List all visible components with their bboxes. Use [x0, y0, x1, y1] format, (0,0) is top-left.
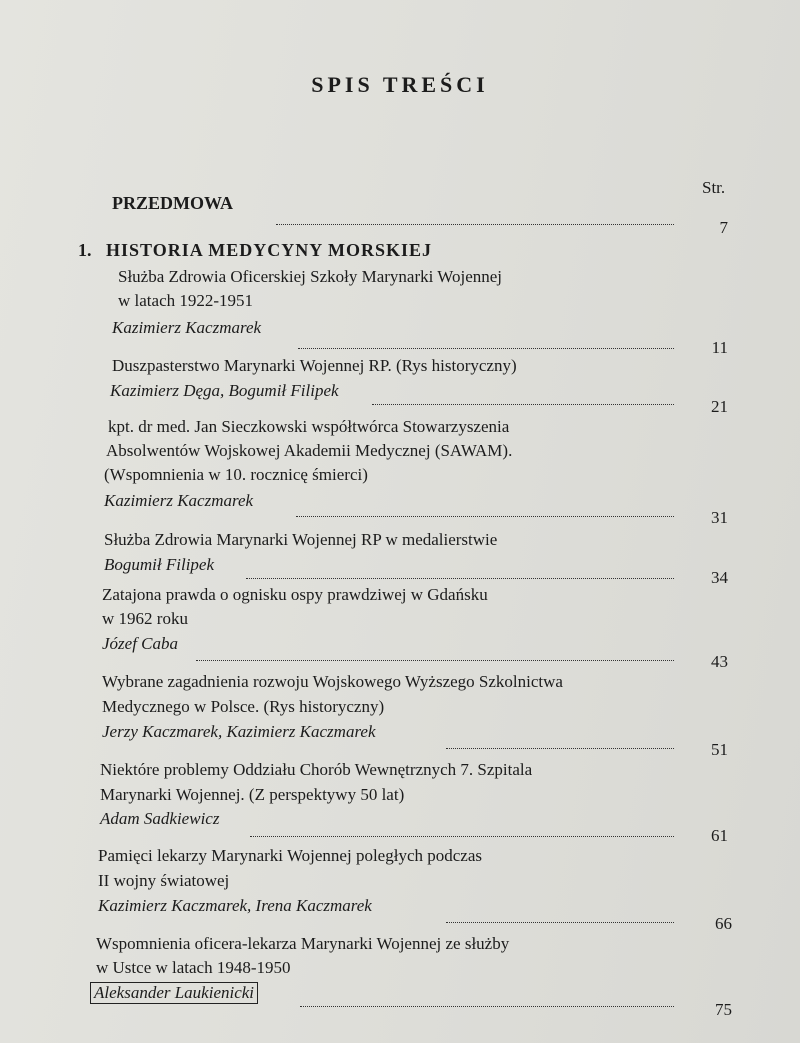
entry-title-line: kpt. dr med. Jan Sieczkowski współtwórca Stowarzyszenia [108, 417, 510, 436]
entry-title-line: (Wspomnienia w 10. rocznicę śmierci) [104, 465, 368, 484]
dot-leader [246, 578, 674, 579]
entry-title-line: w latach 1922-1951 [118, 291, 254, 310]
dot-leader [372, 404, 674, 405]
dot-leader [298, 348, 674, 349]
entry-title-line: w 1962 roku [102, 609, 188, 628]
section-number: 1. [78, 240, 92, 260]
entry-page: 34 [711, 568, 728, 587]
dot-leader [196, 660, 674, 661]
page-column-label: Str. [702, 178, 726, 197]
entry-authors: Kazimierz Dęga, Bogumił Filipek [110, 381, 339, 400]
dot-leader [250, 836, 674, 837]
dot-leader [300, 1006, 674, 1007]
entry-authors: Kazimierz Kaczmarek [104, 491, 254, 510]
section-title: HISTORIA MEDYCYNY MORSKIEJ [106, 240, 433, 260]
entry-page: 21 [711, 397, 728, 416]
entry-title-line: Marynarki Wojennej. (Z perspektywy 50 lat) [100, 785, 405, 804]
entry-title-line: Wspomnienia oficera-lekarza Marynarki Wojennej ze służby [96, 934, 510, 953]
entry-title-line: Pamięci lekarzy Marynarki Wojennej poległych podczas [98, 846, 482, 865]
entry-page: 43 [711, 652, 728, 671]
preface-page: 7 [719, 218, 728, 237]
preface-label: PRZEDMOWA [112, 193, 233, 213]
entry-page: 31 [711, 508, 728, 527]
entry-authors: Kazimierz Kaczmarek, Irena Kaczmarek [98, 896, 372, 915]
entry-page: 11 [711, 338, 728, 357]
entry-authors: Kazimierz Kaczmarek [112, 318, 262, 337]
entry-title-line: w Ustce w latach 1948-1950 [96, 958, 291, 977]
page-title: SPIS TREŚCI [311, 72, 489, 97]
entry-authors: Bogumił Filipek [104, 555, 215, 574]
entry-authors: Adam Sadkiewicz [100, 809, 220, 828]
entry-page: 75 [715, 1000, 732, 1019]
entry-authors: Aleksander Laukienicki [90, 982, 258, 1004]
entry-title-line: II wojny światowej [98, 871, 230, 890]
entry-page: 61 [711, 826, 728, 845]
dot-leader [446, 922, 674, 923]
entry-title-line: Wybrane zagadnienia rozwoju Wojskowego Wyższego Szkolnictwa [102, 672, 563, 691]
dot-leader [446, 748, 674, 749]
entry-title-line: Niektóre problemy Oddziału Chorób Wewnętrznych 7. Szpitala [100, 760, 533, 779]
entry-title-line: Medycznego w Polsce. (Rys historyczny) [102, 697, 385, 716]
entry-title-line: Zatajona prawda o ognisku ospy prawdziwej w Gdańsku [102, 585, 488, 604]
entry-title-line: Służba Zdrowia Marynarki Wojennej RP w medalierstwie [104, 530, 498, 549]
entry-title-line: Duszpasterstwo Marynarki Wojennej RP. (Rys historyczny) [112, 356, 517, 375]
entry-authors: Józef Caba [102, 634, 179, 653]
entry-title-line: Służba Zdrowia Oficerskiej Szkoły Marynarki Wojennej [118, 267, 503, 286]
entry-title-line: Absolwentów Wojskowej Akademii Medycznej (SAWAM). [106, 441, 513, 460]
dot-leader [296, 516, 674, 517]
entry-authors: Jerzy Kaczmarek, Kazimierz Kaczmarek [102, 722, 376, 741]
entry-page: 51 [711, 740, 728, 759]
dot-leader [276, 224, 674, 225]
entry-page: 66 [715, 914, 732, 933]
